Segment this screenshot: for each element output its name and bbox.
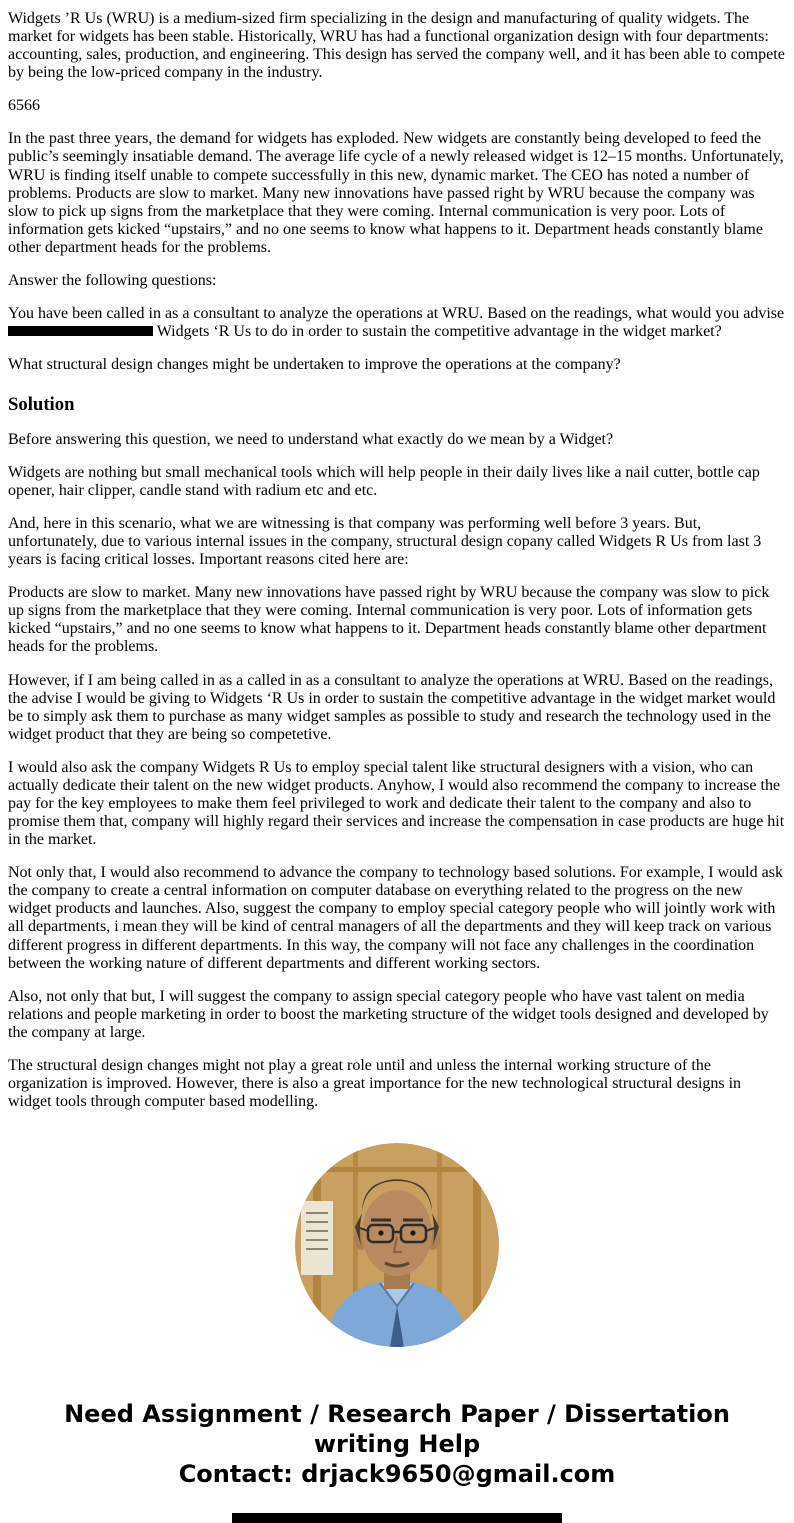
person-portrait-graphic [295,1143,499,1347]
solution-paragraph-5: However, if I am being called in as a called in as a consultant to analyze the operations at WRU. Based on the readings, the advise I would be giving to Widgets ‘R Us in order to sustain the competitive advantage in the widget market would be to simply ask them to purchase as many widget samples as possible to study and research the technology used in the widget product that they are being so competetive. [8,671,776,743]
solution-paragraph-7: Not only that, I would also recommend to advance the company to technology based solutions. For example, I would ask the company to create a central information on computer database on everything related to the progress on the new widget products and launches. Also, suggest the company to employ special category people who will jointly work with all departments, i mean they will be kind of central managers of all the departments and they will keep track on various different progress in different departments. In this way, the company will not face any challenges in the coordination between the working nature of different departments and different working sectors. [8,864,783,972]
solution-paragraph-9: The structural design changes might not play a great role until and unless the internal working structure of the organization is improved. However, there is also a great importance for the new technological structural designs in widget tools through computer based modelling. [8,1056,742,1111]
footer-contact-email: Contact: drjack9650@gmail.com [178,1460,616,1489]
tutor-photo [8,1143,786,1347]
solution-paragraph-2: Widgets are nothing but small mechanical tools which will help people in their daily lives like a nail cutter, bottle cap opener, hair clipper, candle stand with radium etc and etc. [8,463,760,499]
case-paragraph-1: Widgets ’R Us (WRU) is a medium-sized firm specializing in the design and manufacturing of quality widgets. The market for widgets has been stable. Historically, WRU has had a functional organization design with four departments: accounting, sales, production, and engineering. This design has served the company well, and it has been able to compete by being the low-priced company in the industry. [8,10,785,82]
footer-line-2: writing Help [313,1430,481,1459]
questions-prompt: Answer the following questions: [8,271,217,289]
question-2: What structural design changes might be undertaken to improve the operations at the company? [8,356,621,374]
solution-paragraph-1: Before answering this question, we need to understand what exactly do we mean by a Widget? [8,430,614,448]
solution-paragraph-6: I would also ask the company Widgets R Us to employ special talent like structural designers with a vision, who can actually dedicate their talent on the new widget products. Anyhow, I would also recommend the company to increase the pay for the key employees to make them feel privileged to work and dedicate their talent to the company and also to promise them that, company will highly regard their services and increase the compensation in case products are huge hit in the market. [8,758,785,849]
bottom-bar [232,1513,562,1523]
question-1 [8,305,786,341]
case-paragraph-2: In the past three years, the demand for widgets has exploded. New widgets are constantly being developed to feed the public’s seemingly insatiable demand. The average life cycle of a newly released widget is 12–15 months. Unfortunately, WRU is finding itself unable to compete successfully in this new, dynamic market. The CEO has noted a number of problems. Products are slow to market. Many new innovations have passed right by WRU because the company was slow to pick up signs from the marketplace that they were coming. Internal communication is very poor. Lots of information gets kicked “upstairs,” and no one seems to know what happens to it. Department heads constantly blame other department heads for the problems. [8,130,784,256]
solution-heading: Solution [8,394,75,416]
redaction-bar [8,326,153,336]
question-1-text-end: Widgets ‘R Us to do in order to sustain the competitive advantage in the widget market? [156,323,722,341]
footer-line-1: Need Assignment / Research Paper / Dissertation [64,1400,730,1429]
question-code: 6566 [8,97,40,115]
solution-paragraph-8: Also, not only that but, I will suggest the company to assign special category people who have vast talent on media relations and people marketing in order to boost the marketing structure of the widget tools designed and developed by the company at large. [8,987,769,1041]
solution-paragraph-4: Products are slow to market. Many new innovations have passed right by WRU because the company was slow to pick up signs from the marketplace that they were coming. Internal communication is very poor. Lots of information gets kicked “upstairs,” and no one seems to know what happens to it. Department heads constantly blame other department heads for the problems. [8,584,770,656]
solution-paragraph-3: And, here in this scenario, what we are witnessing is that company was performing well before 3 years. But, unfortunately, due to various internal issues in the company, structural design copany called Widgets R Us from last 3 years is facing critical losses. Important reasons cited here are: [8,514,762,569]
footer-banner [8,1399,786,1489]
person-avatar [295,1143,499,1347]
question-1-text-start: You have been called in as a consultant to analyze the operations at WRU. Based on the readings, what would you advise [8,305,785,323]
